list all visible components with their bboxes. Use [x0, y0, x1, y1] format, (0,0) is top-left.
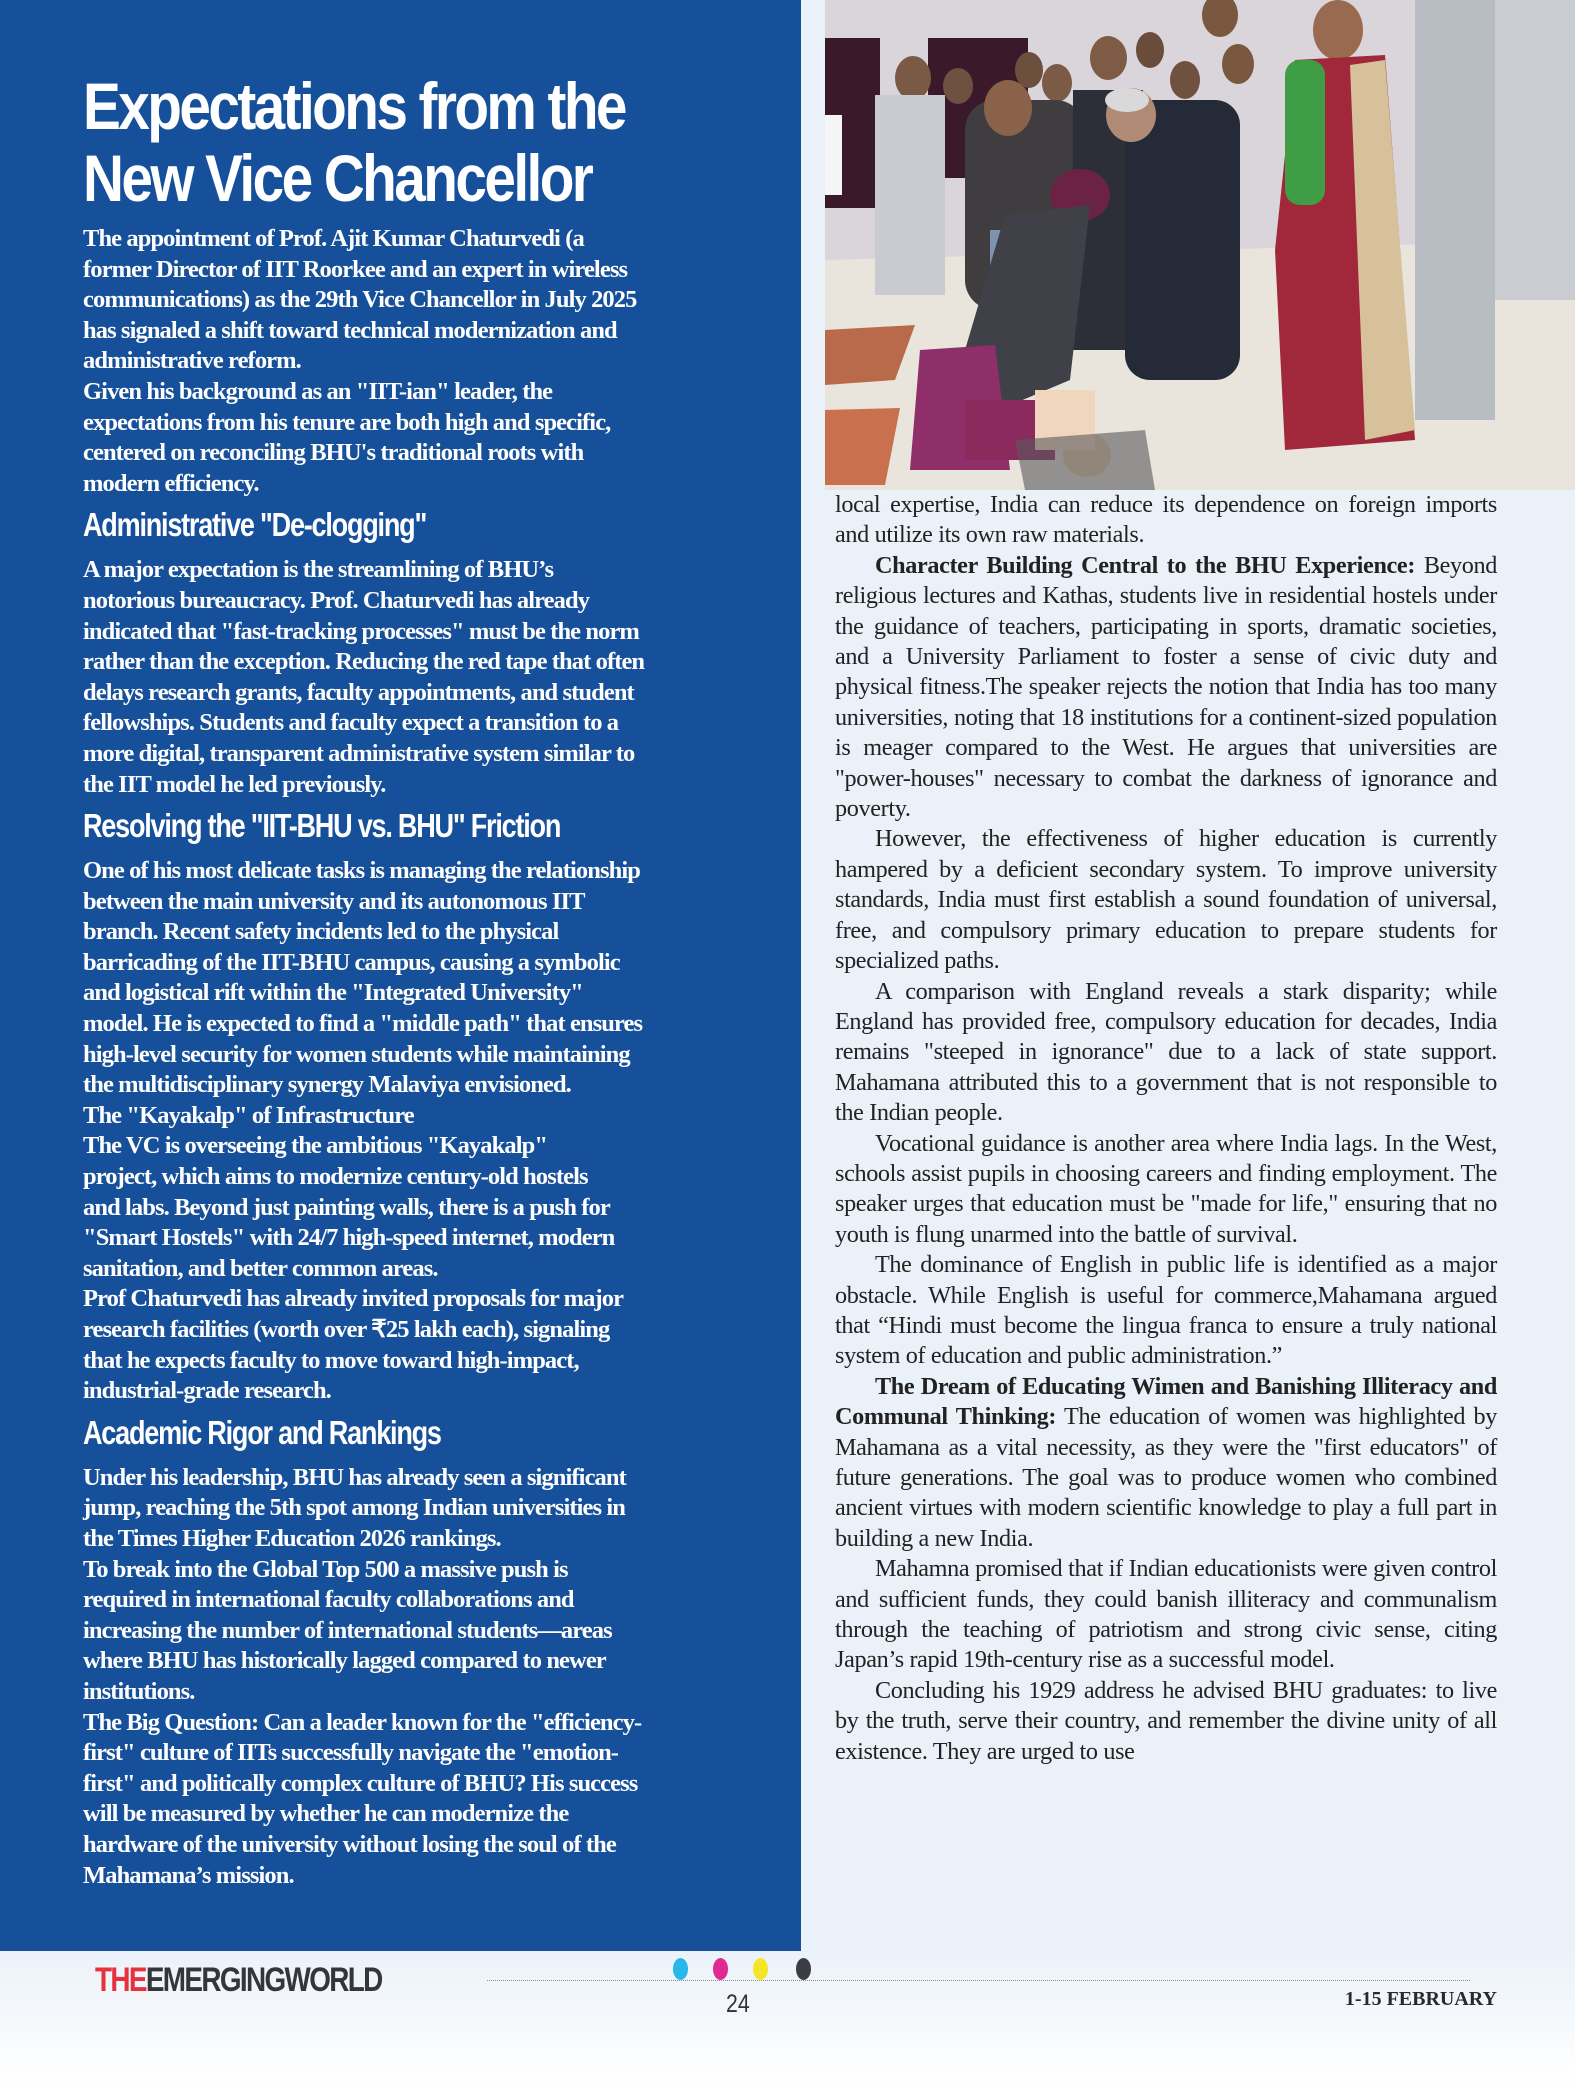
black-registration-dot-icon — [796, 1958, 811, 1980]
left-article — [83, 70, 783, 1891]
cyan-registration-dot-icon — [673, 1958, 688, 1980]
paragraph-text: A comparison with England reveals a stark disparity; while England has provided free, compulsory education for decades, India remains "steeped in ignorance" due to a lack of state support. Mahamana attributed this to a government that is not responsible to the Indian people. — [835, 977, 1497, 1127]
section-heading: Academic Rigor and Rankings — [83, 1413, 441, 1451]
publication-logo — [95, 1960, 382, 2000]
article-title — [83, 70, 788, 214]
photo-person-vc — [1105, 88, 1240, 380]
left-sidebar-panel — [0, 0, 801, 1951]
right-article — [835, 490, 1497, 1767]
photo-screen — [825, 115, 842, 195]
photo-person-right-edge — [1495, 0, 1575, 300]
paragraph-text: Mahamna promised that if Indian educationists were given control and sufficient funds, they could banish illiteracy and communalism through the teaching of patriotism and strong civic sense, citing Japan’s rapid 19th-century rise as a successful model. — [835, 1555, 1497, 1674]
yellow-registration-dot-icon — [753, 1958, 768, 1980]
article-paragraph — [835, 977, 1497, 1129]
article-paragraph — [835, 551, 1497, 825]
article-paragraph — [835, 490, 1497, 551]
paragraph-text: Beyond religious lectures and Kathas, students live in residential hostels under the guidance of teachers, participating in sports, dramatic societies, and a University Parliament to foster a sense of civic duty and physical fitness.The speaker rejects the notion that India has too many universities, noting that 18 institutions for a continent-sized population is meager compared to the West. He argues that universities are "power-houses" necessary to combat the darkness of ignorance and poverty. — [835, 551, 1498, 823]
article-paragraph — [835, 1250, 1497, 1372]
paragraph-lead: Character Building Central to the BHU Experience: — [875, 551, 1416, 579]
paragraph-text: The education of women was highlighted by Mahamana as a vital necessity, as they were the "first educators" of future generations. The goal was to produce women who combined ancient virtues with modern scientific knowledge to play a full part in building a new India. — [835, 1403, 1497, 1552]
section-heading: Administrative "De-clogging" — [83, 506, 427, 544]
logo-emerging-world: EMERGINGWORLD — [145, 1961, 382, 1999]
section-body: Under his leadership, BHU has already seen a significant jump, reaching the 5th spot among Indian universities in the Times Higher Education 2026 rankings. To break into the Global Top 500 a massive push is required in international faculty collaborations and increasing the number of international students—areas where BHU has historically lagged compared to newer institutions. The Big Question: Can a leader known for the "efficiency- first" culture of IITs successfully navigate the "emotion- first" and politically complex culture of BHU? His success will be measured by whether he can modernize the hardware of the university without losing the soul of the Mahamana’s mission. — [83, 1463, 642, 1889]
title-line-2: New Vice Chancellor — [83, 141, 592, 215]
paragraph-text: local expertise, India can reduce its dependence on foreign imports and utilize its own raw materials. — [835, 491, 1497, 549]
article-paragraph — [835, 824, 1497, 976]
logo-the: THE — [95, 1961, 146, 1999]
paragraph-text: However, the effectiveness of higher education is currently hampered by a deficient secondary system. To improve university standards, India must first establish a sound foundation of universal, free, and compulsory primary education to prepare students for specialized paths. — [835, 825, 1497, 975]
photo-person-right — [1415, 0, 1495, 420]
issue-date: 1-15 FEBRUARY — [1344, 1988, 1497, 2010]
magenta-registration-dot-icon — [713, 1958, 728, 1980]
paragraph-text: Vocational guidance is another area where India lags. In the West, schools assist pupils in choosing careers and finding employment. The speaker urges that education must be "made for life," ensuring that no youth is flung unarmed into the battle of survival. — [835, 1129, 1497, 1248]
paragraph-text: Concluding his 1929 address he advised BHU graduates: to live by the truth, serve their country, and remember the divine unity of all existence. They are urged to use — [835, 1676, 1497, 1765]
article-paragraph — [835, 1129, 1497, 1251]
paragraph-lead: The Dream of Educating Wimen and Banishing Illiteracy and Communal Thinking: — [835, 1372, 1497, 1431]
article-paragraph — [835, 1554, 1497, 1676]
page-number: 24 — [726, 1990, 750, 2018]
footer-divider — [487, 1980, 1470, 1981]
section-body: One of his most delicate tasks is managing the relationship between the main university and its autonomous IIT branch. Recent safety incidents led to the physical barricading of the IIT-BHU campus, causing a symbolic and logistical rift within the "Integrated University" model. He is expected to find a "middle path" that ensures high-level security for women students while maintaining the multidisciplinary synergy Malaviya envisioned. The "Kayakalp" of Infrastructure The VC is overseeing the ambitious "Kayakalp" project, which aims to modernize century-old hostels and labs. Beyond just painting walls, there is a push for "Smart Hostels" with 24/7 high-speed internet, modern sanitation, and better common areas. Prof Chaturvedi has already invited proposals for major research facilities (worth over ₹25 lakh each), signaling that he expects faculty to move toward high-impact, industrial-grade research. — [83, 857, 643, 1405]
intro-paragraph: The appointment of Prof. Ajit Kumar Chaturvedi (a former Director of IIT Roorkee and an expert in wireless communications) as the 29th Vice Chancellor in July 2025 has signaled a shift toward technical modernization and administrative reform. Given his background as an "IIT-ian" leader, the expectations from his tenure are both high and specific, centered on reconciling BHU's traditional roots with modern efficiency. — [83, 225, 637, 497]
title-line-1: Expectations from the — [83, 69, 625, 143]
article-paragraph — [835, 1676, 1497, 1767]
article-photo — [825, 0, 1575, 490]
section-body: A major expectation is the streamlining of BHU’s notorious bureaucracy. Prof. Chaturvedi has already indicated that "fast-tracking processes" must be the norm rather than the exception. Reducing the red tape that often delays research grants, faculty appointments, and student fellowships. Students and faculty expect a transition to a more digital, transparent administrative system similar to the IIT model he led previously. — [83, 556, 645, 798]
photo-mat — [1015, 430, 1155, 490]
paragraph-text: The dominance of English in public life is identified as a major obstacle. While English is useful for commerce,Mahamana argued that “Hindi must become the lingua franca to ensure a truly national system of education and public administration.” — [835, 1251, 1497, 1370]
article-paragraph — [835, 1372, 1497, 1554]
section-heading: Resolving the "IIT-BHU vs. BHU" Friction — [83, 807, 561, 845]
cpr-demonstration-photo — [825, 0, 1575, 490]
